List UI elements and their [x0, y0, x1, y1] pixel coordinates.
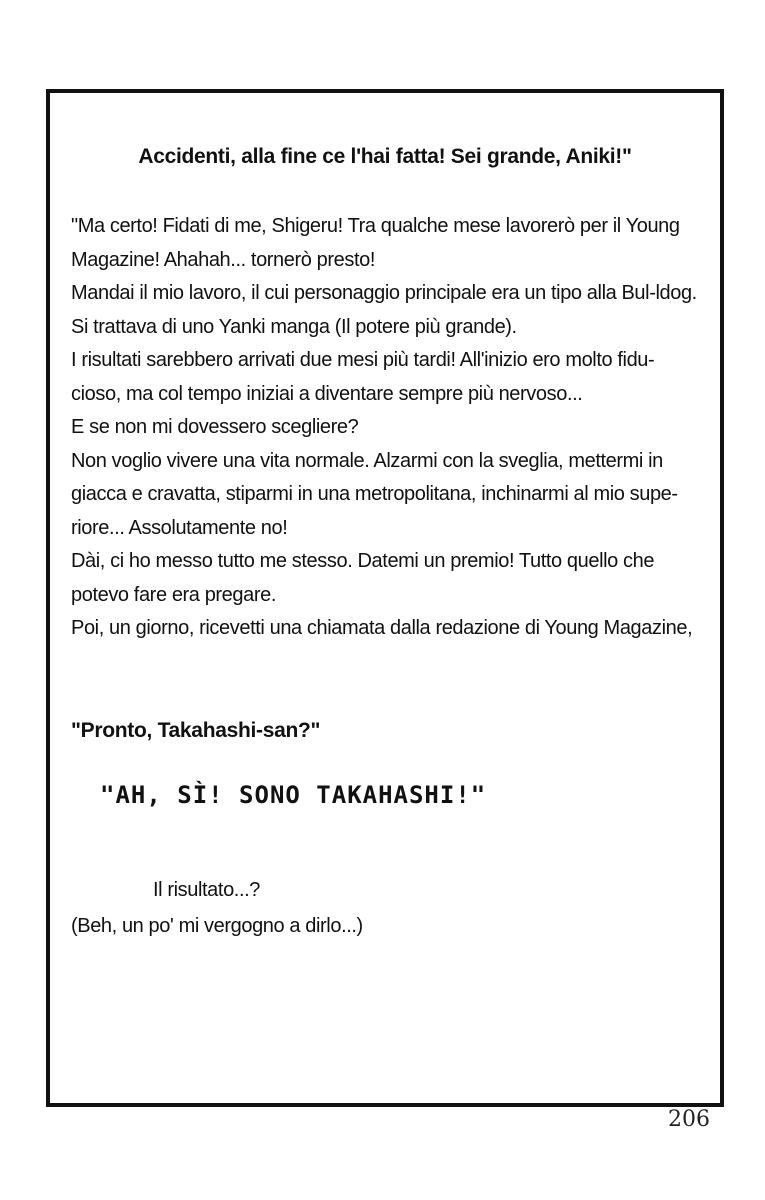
- paragraph: I risultati sarebbero arrivati due mesi più tardi! All'inizio ero molto fidu-cioso, ma col tempo iniziai a diventare sempre più nervoso...: [71, 349, 655, 405]
- page-frame: [46, 89, 724, 1107]
- paragraph: E se non mi dovessero scegliere?: [71, 416, 359, 438]
- page-heading: Accidenti, alla fine ce l'hai fatta! Sei grande, Aniki!": [138, 145, 632, 168]
- body-text: [71, 210, 701, 646]
- paragraph: "Ma certo! Fidati di me, Shigeru! Tra qualche mese lavorerò per il Young Magazine! Ahahah... tornerò presto!: [71, 215, 680, 271]
- aside-line: (Beh, un po' mi vergogno a dirlo...): [71, 915, 363, 937]
- paragraph: Non voglio vivere una vita normale. Alzarmi con la sveglia, mettermi in giacca e cravatta, stiparmi in una metropolitana, inchinarmi al mio supe-riore... Assolutamente no!: [71, 449, 678, 539]
- shout-text: "AH, SÌ! SONO TAKAHASHI!": [100, 781, 487, 809]
- paragraph: Poi, un giorno, ricevetti una chiamata dalla redazione di Young Magazine,: [71, 617, 693, 639]
- phone-call-line: "Pronto, Takahashi-san?": [71, 719, 321, 742]
- paragraph: Mandai il mio lavoro, il cui personaggio principale era un tipo alla Bul-ldog. Si trattava di uno Yanki manga (Il potere più grande).: [71, 282, 697, 338]
- page-number: 206: [668, 1107, 710, 1132]
- paragraph: Dài, ci ho messo tutto me stesso. Datemi un premio! Tutto quello che potevo fare era pregare.: [71, 550, 655, 606]
- result-line: Il risultato...?: [153, 879, 260, 901]
